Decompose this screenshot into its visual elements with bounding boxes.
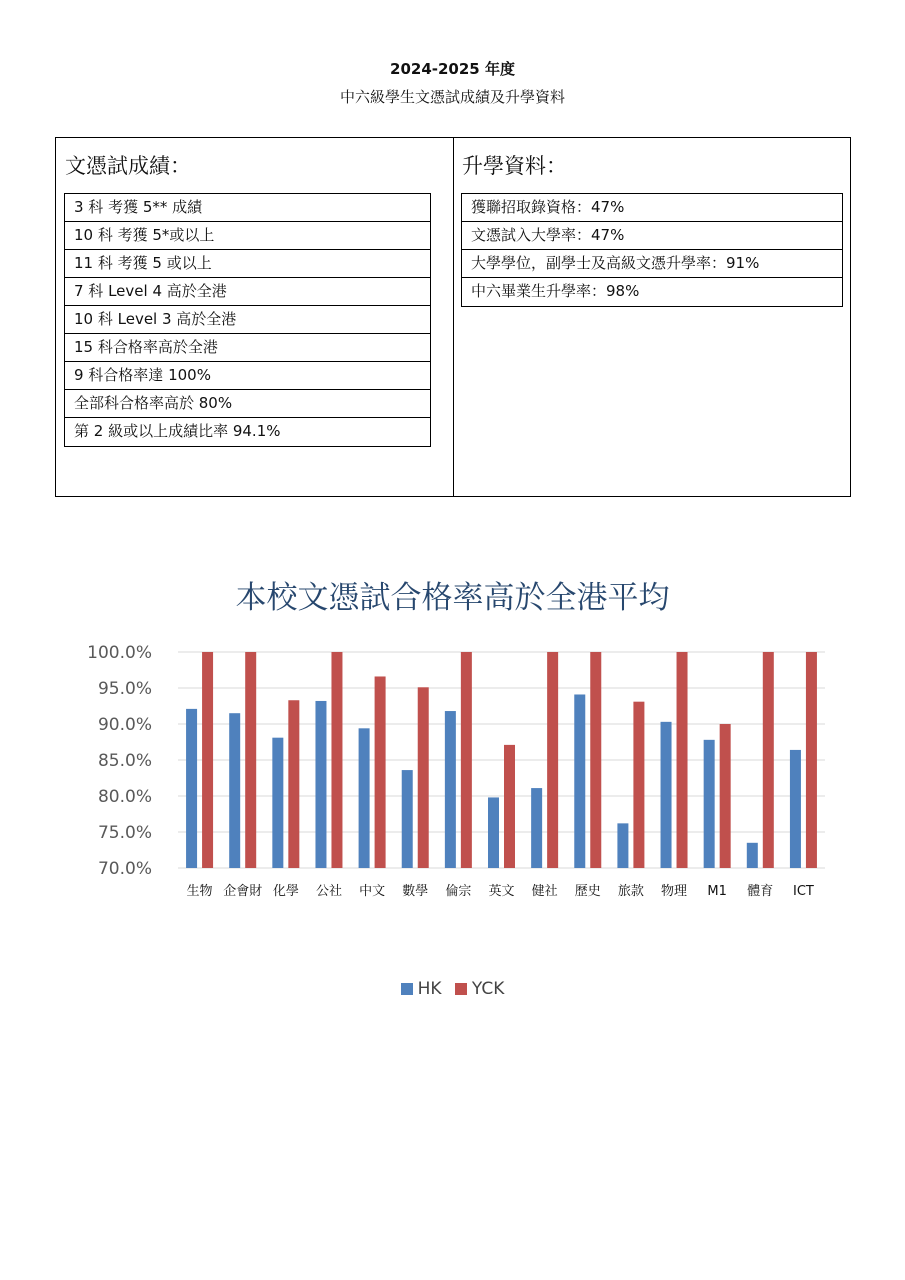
bar-yck	[763, 652, 774, 868]
list-item: 中六畢業生升學率：98%	[471, 282, 640, 300]
list-item: 10 科 考獲 5*或以上	[65, 222, 430, 250]
legend-item-yck	[455, 979, 504, 999]
y-tick-label: 80.0%	[97, 787, 152, 807]
bar-yck	[331, 652, 342, 868]
x-tick-label: 化學	[272, 884, 299, 899]
y-tick-label: 100.0%	[87, 643, 152, 663]
legend-label: YCK	[471, 979, 505, 999]
list-item: 大學學位，副學士及高級文憑升學率：91%	[462, 250, 842, 278]
y-tick-label: 70.0%	[97, 859, 152, 879]
further-studies-list	[461, 193, 843, 307]
bar-hk	[661, 722, 672, 868]
bar-yck	[590, 652, 601, 868]
dse-results-list	[64, 193, 431, 447]
dse-results-heading: 文憑試成績：	[65, 154, 191, 178]
bar-hk	[790, 750, 801, 868]
bar-hk	[445, 711, 456, 868]
bar-hk	[747, 843, 758, 868]
x-tick-label: 生物	[186, 884, 213, 899]
results-frame	[55, 137, 851, 497]
x-tick-label: 倫宗	[445, 884, 472, 899]
list-item: 文憑試入大學率：47%	[462, 222, 842, 250]
bar-yck	[375, 676, 386, 868]
y-tick-label: 90.0%	[97, 715, 152, 735]
list-item: 第 2 級或以上成績比率 94.1%	[74, 422, 281, 440]
bar-hk	[574, 694, 585, 868]
x-tick-label: 健社	[531, 884, 558, 899]
bar-hk	[315, 701, 326, 868]
bar-hk	[272, 738, 283, 868]
bar-yck	[418, 687, 429, 868]
bar-yck	[202, 652, 213, 868]
list-item: 7 科 Level 4 高於全港	[65, 278, 430, 306]
bar-hk	[229, 713, 240, 868]
bar-hk	[531, 788, 542, 868]
bar-yck	[677, 652, 688, 868]
bar-yck	[547, 652, 558, 868]
legend-label: HK	[417, 979, 442, 999]
pass-rate-chart	[60, 632, 840, 912]
legend-item-hk	[401, 979, 442, 999]
bar-yck	[245, 652, 256, 868]
bar-hk	[488, 797, 499, 868]
bar-yck	[720, 724, 731, 868]
list-item: 11 科 考獲 5 或以上	[65, 250, 430, 278]
bar-hk	[704, 740, 715, 868]
y-tick-label: 85.0%	[97, 751, 152, 771]
bar-hk	[402, 770, 413, 868]
legend-swatch	[455, 983, 467, 995]
bar-hk	[359, 728, 370, 868]
y-tick-label: 95.0%	[97, 679, 152, 699]
list-item: 3 科 考獲 5** 成績	[65, 194, 430, 222]
list-item: 9 科合格率達 100%	[65, 362, 430, 390]
chart-title: 本校文憑試合格率高於全港平均	[235, 580, 670, 616]
x-tick-label: M1	[707, 884, 727, 899]
legend-swatch	[401, 983, 413, 995]
y-tick-label: 75.0%	[97, 823, 152, 843]
bar-yck	[806, 652, 817, 868]
x-tick-label: 公社	[315, 884, 342, 899]
bar-yck	[504, 745, 515, 868]
x-tick-label: 中文	[359, 884, 386, 899]
x-tick-label: 體育	[747, 884, 774, 899]
x-tick-label: 物理	[661, 884, 688, 899]
list-item: 獲聯招取錄資格：47%	[462, 194, 842, 222]
x-tick-label: 數學	[402, 884, 429, 899]
list-item: 全部科合格率高於 80%	[65, 390, 430, 418]
bar-yck	[288, 700, 299, 868]
x-tick-label: 英文	[488, 884, 515, 899]
bar-yck	[461, 652, 472, 868]
bar-hk	[186, 709, 197, 868]
x-tick-label: 企會財	[223, 884, 263, 899]
list-item: 15 科合格率高於全港	[65, 334, 430, 362]
bar-hk	[617, 823, 628, 868]
bar-yck	[633, 702, 644, 868]
report-subtitle: 中六級學生文憑試成績及升學資料	[339, 88, 565, 106]
x-tick-label: ICT	[793, 884, 814, 899]
further-studies-heading: 升學資料：	[462, 154, 567, 178]
list-item: 10 科 Level 3 高於全港	[65, 306, 430, 334]
chart-legend	[0, 979, 905, 999]
x-tick-label: 旅款	[617, 884, 644, 899]
column-divider	[453, 138, 454, 496]
x-tick-label: 歷史	[574, 884, 601, 899]
report-year: 2024-2025 年度	[390, 60, 515, 78]
